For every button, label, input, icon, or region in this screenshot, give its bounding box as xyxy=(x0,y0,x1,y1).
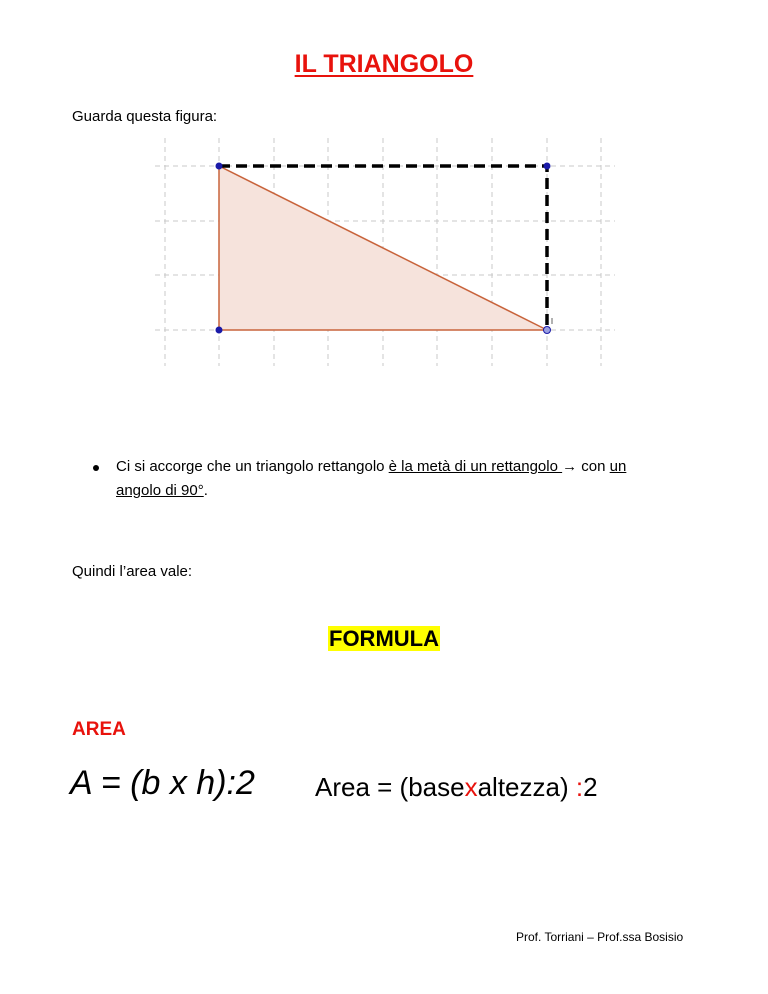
right-angle-underlined: angolo di 90° xyxy=(116,482,204,499)
bullet-text: Ci si accorge che un triangolo rettangolo è la metà di un rettangolo → con un angolo di 90°. xyxy=(116,458,627,499)
conclusion-text: Quindi l’area vale: xyxy=(72,563,193,580)
triangle-figure xyxy=(155,138,615,366)
half-rectangle-underlined: è la metà di un rettangolo xyxy=(388,458,563,475)
times-sign: x xyxy=(464,772,478,802)
area-label: AREA xyxy=(72,719,126,740)
vertex-top-left xyxy=(216,163,223,170)
divide-sign: : xyxy=(575,772,584,802)
vertex-bottom-right xyxy=(544,327,551,334)
formula-symbolic: A = (b x h):2 xyxy=(70,764,255,802)
formula-words: Area = (basexaltezza) :2 xyxy=(315,772,598,802)
footer-credits: Prof. Torriani – Prof.ssa Bosisio xyxy=(516,930,684,944)
formula-heading: FORMULA xyxy=(329,626,439,651)
page-title: IL TRIANGOLO xyxy=(294,50,474,78)
bullet-icon xyxy=(93,465,99,471)
triangle xyxy=(219,166,547,330)
vertex-top-right xyxy=(544,163,551,170)
intro-text: Guarda questa figura: xyxy=(72,108,218,125)
vertex-bottom-left xyxy=(216,327,223,334)
